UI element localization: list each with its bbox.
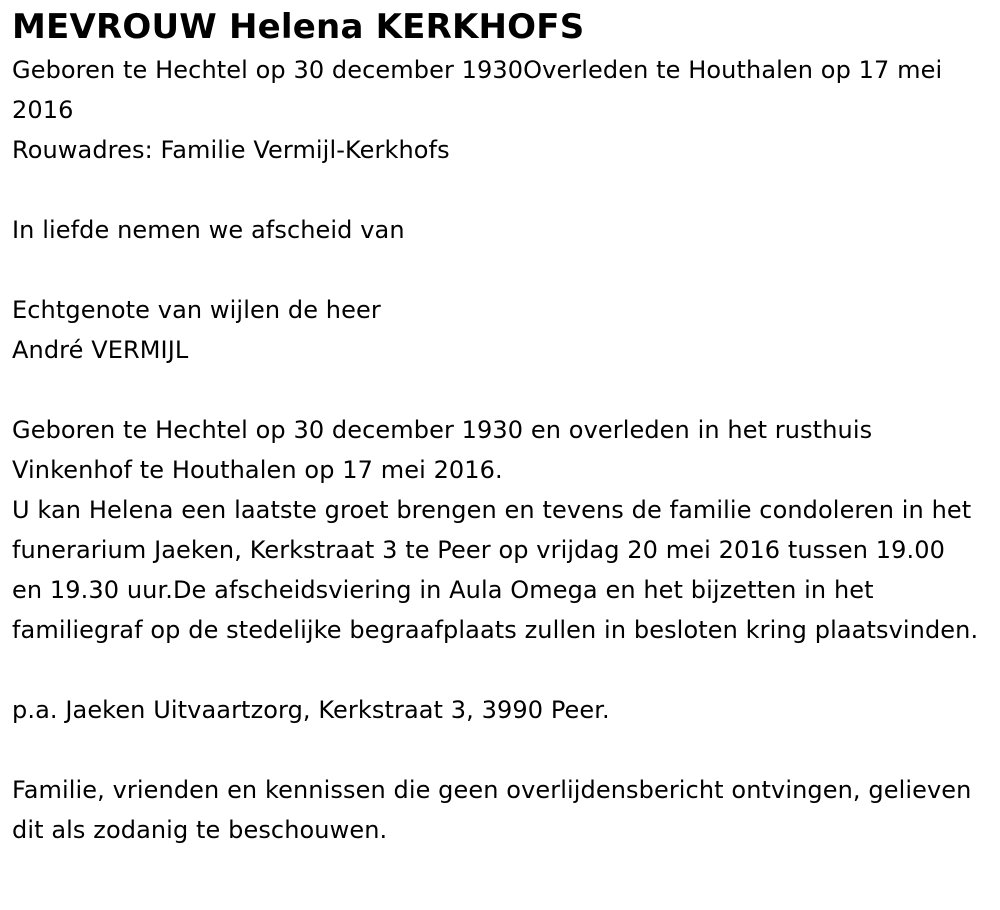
birth-death-paragraph: Geboren te Hechtel op 30 december 1930 en overleden in het rusthuis Vinkenhof te Houthalen op 17 mei 2016.: [12, 416, 873, 484]
mourning-address: Rouwadres: Familie Vermijl-Kerkhofs: [12, 136, 450, 164]
closing-paragraph: Familie, vrienden en kennissen die geen overlijdensbericht ontvingen, gelieven dit als zodanig te beschouwen.: [12, 776, 972, 844]
spacer: [12, 250, 982, 290]
contact-address: p.a. Jaeken Uitvaartzorg, Kerkstraat 3, 3990 Peer.: [12, 696, 610, 724]
spacer: [12, 730, 982, 770]
spacer: [12, 170, 982, 210]
intro-line: In liefde nemen we afscheid van: [12, 216, 405, 244]
condolence-paragraph: U kan Helena een laatste groet brengen en tevens de familie condoleren in het funerarium Jaeken, Kerkstraat 3 te Peer op vrijdag 20 mei 2016 tussen 19.00 en 19.30 uur.De afscheidsviering in Aula Omega en het bijzetten in het familiegraf op de stedelijke begraafplaats zullen in besloten kring plaatsvinden.: [12, 496, 979, 644]
spacer: [12, 650, 982, 690]
birth-death-summary: Geboren te Hechtel op 30 december 1930Overleden te Houthalen op 17 mei 2016: [12, 56, 943, 124]
spouse-line-1: Echtgenote van wijlen de heer: [12, 296, 381, 324]
spacer: [12, 370, 982, 410]
deceased-name-title: MEVROUW Helena KERKHOFS: [12, 7, 585, 47]
spouse-line-2: André VERMIJL: [12, 336, 189, 364]
obituary-document: [12, 4, 982, 850]
